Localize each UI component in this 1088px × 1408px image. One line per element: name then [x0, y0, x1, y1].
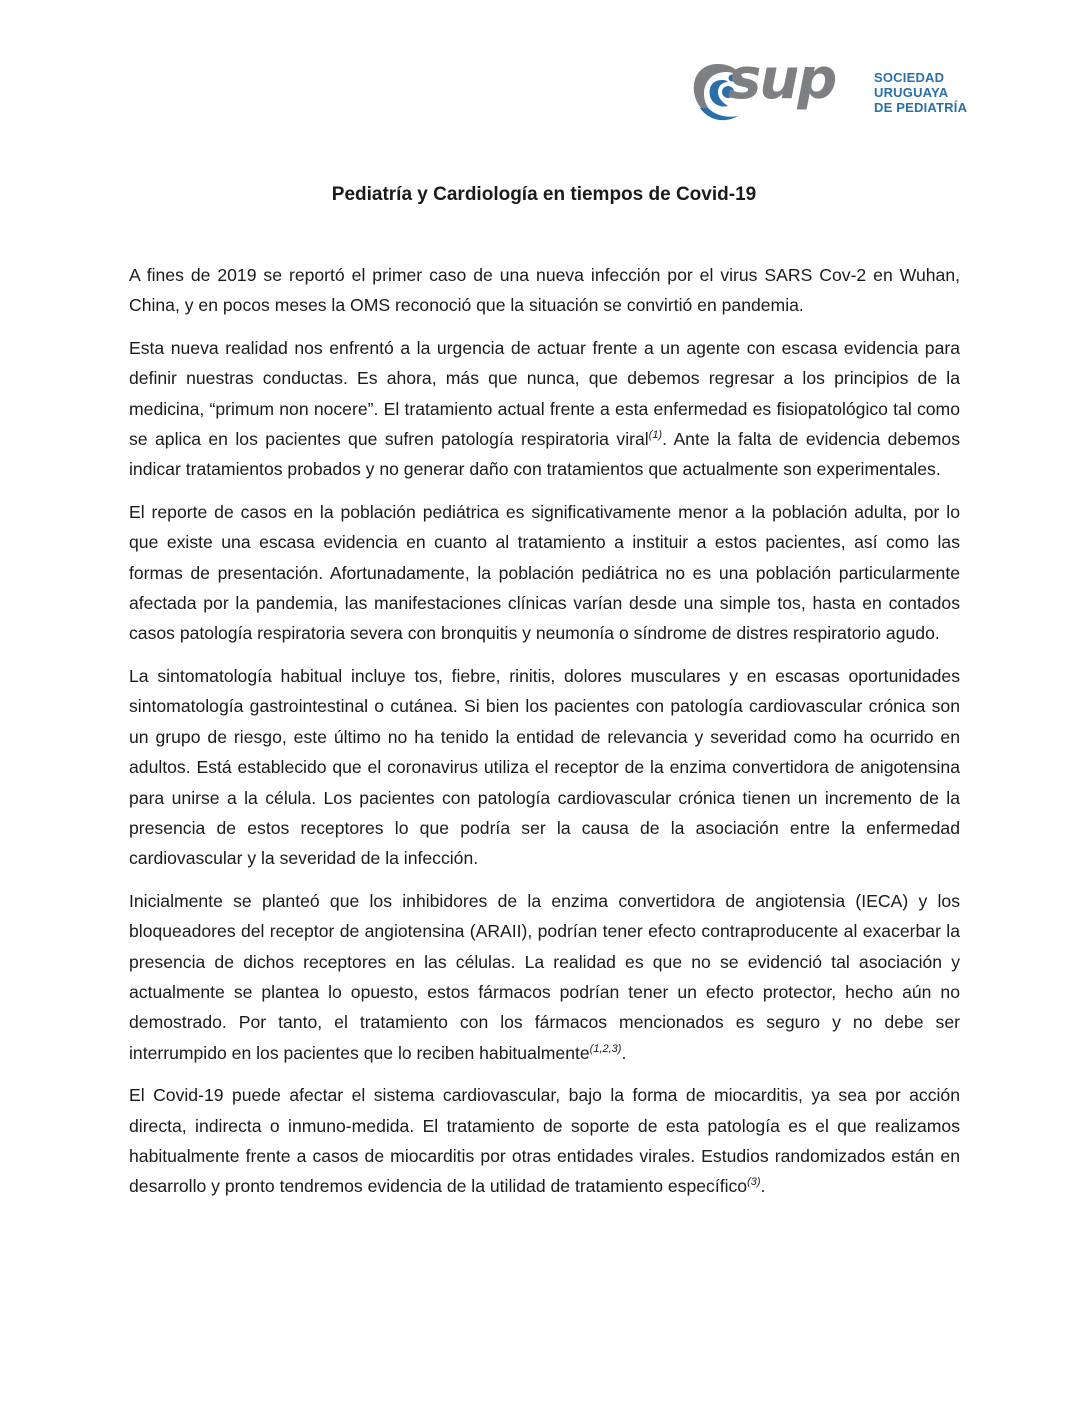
document-body [129, 260, 960, 1214]
logo-line-3: DE PEDIATRÍA [874, 100, 968, 115]
paragraph-1: A fines de 2019 se reportó el primer caso de una nueva infección por el virus SARS Cov-2 en Wuhan, China, y en pocos meses la OMS reconoció que la situación se convirtió en pandemia. [129, 265, 960, 316]
paragraph-5: Inicialmente se planteó que los inhibidores de la enzima convertidora de angiotensia (IECA) y los bloqueadores del receptor de angiotensina (ARAII), podrían tener efecto contraproducente al exacerbar la presencia de dichos receptores en las células. La realidad es que no se evidenció tal asociación y actualmente se plantea lo opuesto, estos fármacos podrían tener un efecto protector, hecho aún no demostrado. Por tanto, el tratamiento con los fármacos mencionados es seguro y no debe ser interrumpido en los pacientes que lo reciben habitualmente$^{(1,2,3)}$. [129, 890, 960, 1063]
logo-line-2: URUGUAYA [874, 85, 949, 100]
reference-marker: (3) [747, 1176, 761, 1189]
paragraph-2: Esta nueva realidad nos enfrentó a la urgencia de actuar frente a un agente con escasa evidencia para definir nuestras conductas. Es ahora, más que nunca, que debemos regresar a los principios de la medicina, “primum non nocere”. El tratamiento actual frente a esta enfermedad es fisiopatológico tal como se aplica en los pacientes que sufren patología respiratoria viral$^{(1)}$. Ante la falta de evidencia debemos indicar tratamientos probados y no generar daño con tratamientos que actualmente son experimentales. [129, 337, 960, 480]
logo-wordmark: sup [728, 47, 836, 112]
document-title: Pediatría y Cardiología en tiempos de Covid-19 [331, 184, 757, 205]
logo-line-1: SOCIEDAD [874, 70, 945, 85]
paragraph-6: El Covid-19 puede afectar el sistema cardiovascular, bajo la forma de miocarditis, ya sea por acción directa, indirecta o inmuno-medida. El tratamiento de soporte de esta patología es el que realizamos habitualmente frente a casos de miocarditis por otras entidades virales. Estudios randomizados están en desarrollo y pronto tendremos evidencia de la utilidad de tratamiento específico$^{(3)}$. [129, 1085, 960, 1197]
reference-marker: (1) [648, 429, 663, 442]
paragraph-4: La sintomatología habitual incluye tos, fiebre, rinitis, dolores musculares y en escasas oportunidades sintomatología gastrointestinal o cutánea. Si bien los pacientes con patología cardiovascular crónica son un grupo de riesgo, este último no ha tenido la entidad de relevancia y severidad como ha ocurrido en adultos. Está establecido que el coronavirus utiliza el receptor de la enzima convertidora de anigotensina para unirse a la célula. Los pacientes con patología cardiovascular crónica tienen un incremento de la presencia de estos receptores lo que podría ser la causa de la asociación entre la enfermedad cardiovascular y la severidad de la infección. [129, 665, 960, 869]
paragraph-3: El reporte de casos en la población pediátrica es significativamente menor a la población adulta, por lo que existe una escasa evidencia en cuanto al tratamiento a instituir a estos pacientes, así como las formas de presentación. Afortunadamente, la población pediátrica no es una población particularmente afectada por la pandemia, las manifestaciones clínicas varían desde una simple tos, hasta en contados casos patología respiratoria severa con bronquitis y neumonía o síndrome de distres respiratorio agudo. [129, 501, 960, 644]
logo-society-name [874, 70, 967, 115]
reference-marker: (1,2,3) [589, 1042, 622, 1055]
